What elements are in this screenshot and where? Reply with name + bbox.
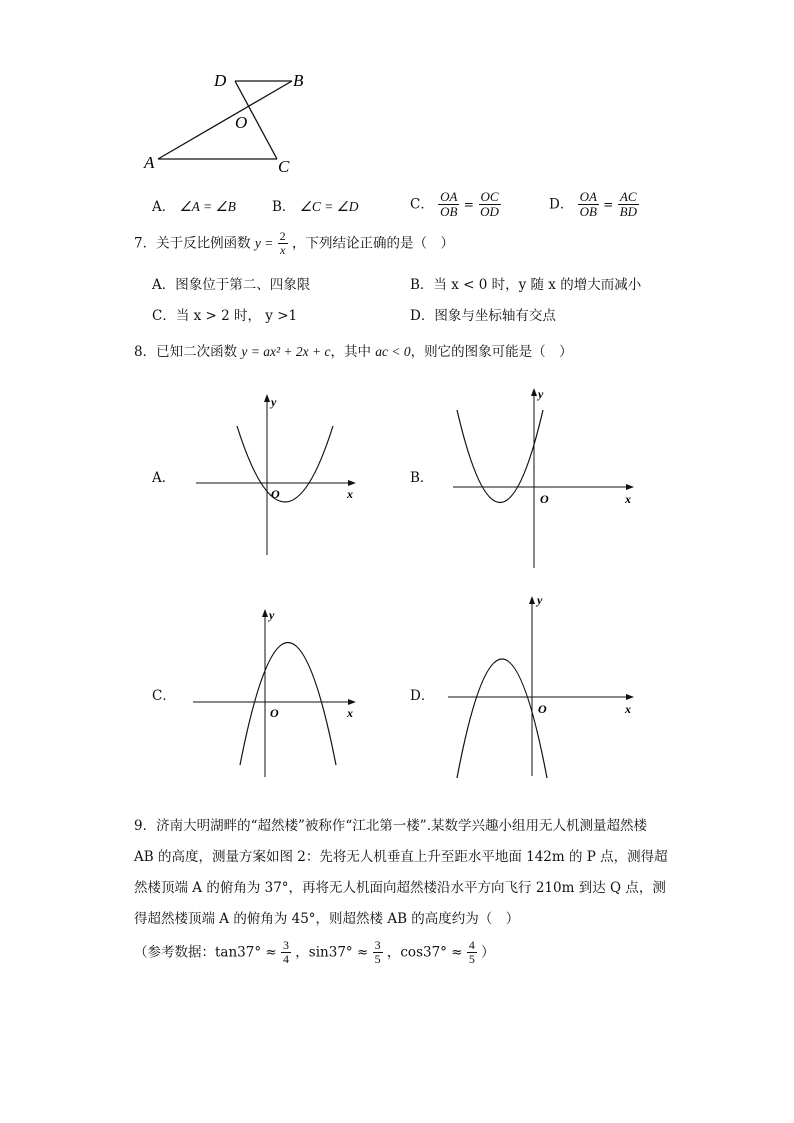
q7-stem: 7．关于反比例函数 y = $\frac{2}{x}$ ，下列结论正确的是（ ） — [134, 229, 454, 257]
y-axis-arrow — [531, 388, 537, 396]
parabola-curve — [457, 659, 547, 778]
graph-b — [445, 380, 645, 570]
q9-line-1: 9．济南大明湖畔的“超然楼”被称作“江北第一楼”.某数学兴趣小组用无人机测量超然楼 — [134, 818, 647, 834]
parabola-curve — [457, 410, 543, 503]
fraction-2-over-x: $\frac{2}{x}$ — [279, 229, 286, 257]
q8-option-c-label[interactable]: C． — [152, 688, 176, 704]
parabola-curve — [237, 426, 333, 502]
y-axis-label: y — [538, 387, 544, 401]
x-axis-arrow — [626, 484, 634, 490]
q9-reference-data: （参考数据：tan37° ≈ $\frac{3}{4}$ ，sin37° ≈ $\frac{3}{5}$ ，cos37° ≈ $\frac{4}{5}$ ） — [134, 938, 495, 966]
fraction-3-over-4: $\frac{3}{4}$ — [283, 938, 289, 966]
origin-label: O — [538, 702, 547, 716]
q8-option-a-label[interactable]: A． — [152, 470, 176, 486]
q9-line-3: 然楼顶端 A 的俯角为 37°，再将无人机面向超然楼沿水平方向飞行 210m 到达 Q 点，测 — [134, 880, 666, 896]
fraction-oa-ob: $\frac{OA}{OB}$ — [579, 189, 597, 219]
point-label-d: D — [214, 71, 227, 90]
q6-option-b[interactable]: B． ∠C = ∠D — [272, 199, 359, 215]
x-axis-label: x — [347, 487, 353, 501]
q7-option-c[interactable]: C．当 x > 2 时， y >1 — [152, 308, 298, 324]
y-axis-label: y — [269, 608, 275, 622]
x-axis-label: x — [625, 702, 631, 716]
q7-option-a[interactable]: A．图象位于第二、四象限 — [152, 277, 311, 293]
y-axis-arrow — [262, 609, 268, 617]
x-axis-arrow — [348, 480, 356, 486]
origin-label: O — [271, 487, 280, 501]
q8-stem: 8．已知二次函数 y = ax² + 2x + c，其中 ac < 0，则它的图象可能是（ ） — [134, 344, 573, 360]
origin-label: O — [270, 706, 279, 720]
q9-line-2: AB 的高度，测量方案如图 2：先将无人机垂直上升至距水平地面 142m 的 P 点，测得超 — [134, 849, 668, 865]
q7-option-d[interactable]: D．图象与坐标轴有交点 — [410, 308, 556, 324]
parabola-curve — [240, 643, 336, 766]
graph-c — [190, 605, 370, 780]
graph-a — [190, 390, 370, 560]
y-axis-arrow — [264, 394, 270, 402]
q6-option-a[interactable]: A． ∠A = ∠B — [152, 199, 236, 215]
q7-option-b[interactable]: B．当 x < 0 时，y 随 x 的增大而减小 — [410, 277, 642, 293]
fraction-oa-ob: $\frac{OA}{OB}$ — [440, 189, 458, 219]
x-axis-label: x — [347, 706, 353, 720]
x-axis-label: x — [625, 492, 631, 506]
q6-option-d[interactable]: D． $\frac{OA}{OB}$ = $\frac{AC}{BD}$ — [549, 189, 637, 219]
fraction-3-over-5: $\frac{3}{5}$ — [374, 938, 381, 966]
fraction-ac-bd: $\frac{AC}{BD}$ — [619, 189, 637, 219]
y-axis-arrow — [529, 596, 535, 604]
point-label-c: C — [278, 157, 290, 176]
point-label-o: O — [235, 113, 248, 132]
triangle-figure — [140, 66, 320, 178]
graph-d — [445, 590, 645, 780]
q6-option-c[interactable]: C． $\frac{OA}{OB}$ = $\frac{OC}{OD}$ — [410, 189, 499, 219]
q8-option-d-label[interactable]: D． — [410, 688, 435, 704]
fraction-oc-od: $\frac{OC}{OD}$ — [480, 189, 499, 219]
x-axis-arrow — [348, 699, 356, 705]
x-axis-arrow — [626, 694, 634, 700]
y-axis-label: y — [537, 593, 543, 607]
y-axis-label: y — [271, 395, 277, 409]
point-label-b: B — [293, 71, 304, 90]
q8-option-b-label[interactable]: B． — [410, 470, 434, 486]
q9-line-4: 得超然楼顶端 A 的俯角为 45°，则超然楼 AB 的高度约为（ ） — [134, 911, 520, 927]
fraction-4-over-5: $\frac{4}{5}$ — [468, 938, 475, 966]
point-label-a: A — [144, 153, 155, 172]
origin-label: O — [540, 492, 549, 506]
